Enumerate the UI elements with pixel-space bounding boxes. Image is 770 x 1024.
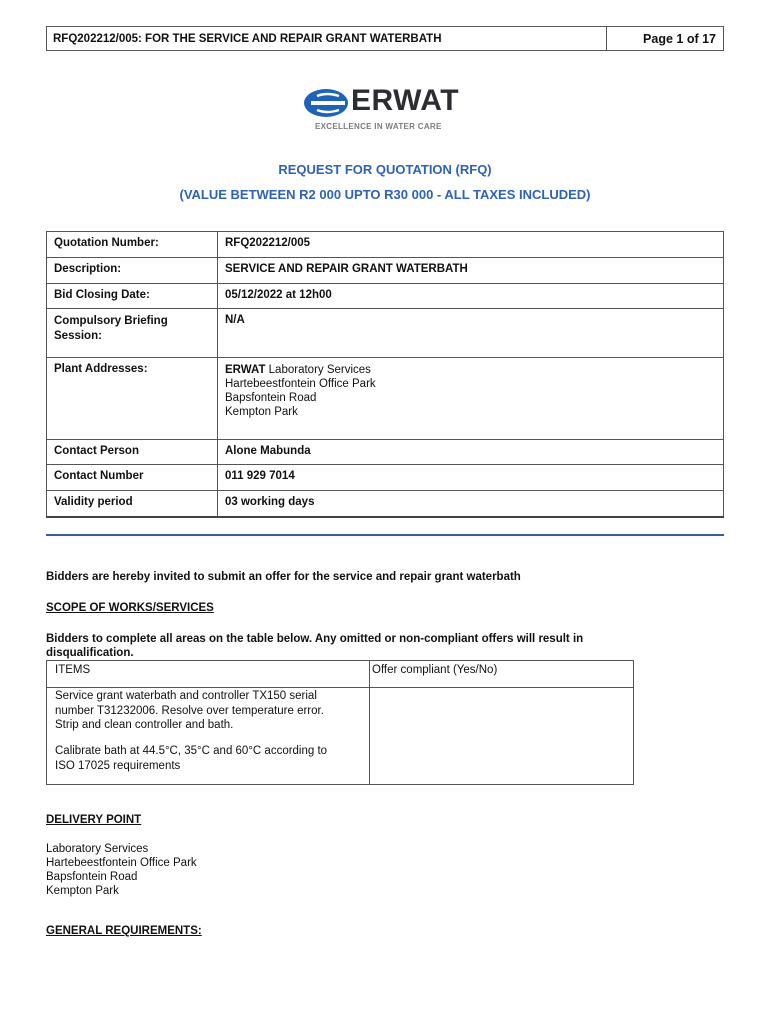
instruction-line2: disqualification.: [46, 647, 134, 659]
item2-line1: Calibrate bath at 44.5°C, 35°C and 60°C according to: [55, 745, 328, 757]
validity-label: Validity period: [47, 491, 218, 517]
items-table-header: [47, 661, 633, 688]
instruction-text: [46, 632, 583, 660]
contact-person-label: Contact Person: [47, 440, 218, 465]
validity-value: 03 working days: [218, 491, 724, 517]
plant-line1: Laboratory Services: [265, 364, 371, 376]
table-row: [47, 232, 724, 258]
item-calibrate-description: [55, 744, 365, 773]
logo-tagline: EXCELLENCE IN WATER CARE: [315, 122, 442, 131]
page-header: [46, 26, 724, 51]
general-requirements-heading: GENERAL REQUIREMENTS:: [46, 925, 202, 937]
delivery-line3: Bapsfontein Road: [46, 871, 138, 883]
quotation-number-value: RFQ202212/005: [218, 232, 724, 258]
erwat-logo-mark-icon: [303, 88, 349, 118]
briefing-value: N/A: [218, 309, 724, 358]
table-row: [47, 284, 724, 309]
contact-person-value: Alone Mabunda: [218, 440, 724, 465]
plant-line3: Bapsfontein Road: [225, 392, 317, 404]
plant-line4: Kempton Park: [225, 406, 298, 418]
briefing-label: [47, 309, 218, 358]
bid-closing-label: Bid Closing Date:: [47, 284, 218, 309]
quotation-number-label: Quotation Number:: [47, 232, 218, 258]
page-number: Page 1 of 17: [643, 32, 716, 46]
table-row: [47, 465, 724, 491]
erwat-logo: [303, 86, 473, 136]
document-title: REQUEST FOR QUOTATION (RFQ): [278, 162, 492, 177]
header-title: RFQ202212/005: FOR THE SERVICE AND REPAIR GRANT WATERBATH: [47, 27, 607, 50]
delivery-line2: Hartebeestfontein Office Park: [46, 857, 197, 869]
item-service-description: [55, 689, 365, 733]
item1-line2: number T31232006. Resolve over temperature error.: [55, 704, 324, 717]
scope-heading: SCOPE OF WORKS/SERVICES: [46, 602, 214, 614]
document-subtitle: (VALUE BETWEEN R2 000 UPTO R30 000 - ALL TAXES INCLUDED): [179, 187, 591, 202]
briefing-label-line2: Session:: [54, 330, 102, 342]
items-table: [46, 660, 634, 785]
table-row: [47, 309, 724, 358]
delivery-address: [46, 842, 197, 898]
delivery-line1: Laboratory Services: [46, 843, 149, 855]
logo-wordmark: ERWAT: [351, 84, 460, 117]
items-column-header: ITEMS: [55, 664, 91, 676]
description-value: SERVICE AND REPAIR GRANT WATERBATH: [218, 258, 724, 284]
plant-addresses-label: Plant Addresses:: [47, 358, 218, 440]
instruction-line1: Bidders to complete all areas on the table below. Any omitted or non-compliant offers will result in: [46, 633, 584, 645]
delivery-heading: DELIVERY POINT: [46, 814, 142, 826]
rfq-info-table: [46, 231, 724, 518]
item1-line3: Strip and clean controller and bath.: [55, 719, 234, 731]
plant-org: ERWAT: [225, 364, 266, 376]
table-row: [47, 491, 724, 517]
offer-compliant-column-header: Offer compliant (Yes/No): [372, 664, 498, 676]
plant-addresses-value: [218, 358, 724, 440]
description-label: Description:: [47, 258, 218, 284]
item1-line1: Service grant waterbath and controller TX150 serial: [55, 690, 317, 702]
table-row: [47, 358, 724, 440]
section-divider: [46, 534, 724, 536]
bid-closing-value: 05/12/2022 at 12h00: [218, 284, 724, 309]
item2-line2: ISO 17025 requirements: [55, 759, 181, 772]
table-row: [47, 258, 724, 284]
table-row: [47, 440, 724, 465]
briefing-label-line1: Compulsory Briefing: [54, 315, 168, 327]
contact-number-value: 011 929 7014: [218, 465, 724, 491]
invitation-text: Bidders are hereby invited to submit an offer for the service and repair grant waterbath: [46, 571, 521, 583]
delivery-line4: Kempton Park: [46, 885, 119, 897]
column-divider: [369, 661, 370, 784]
plant-line2: Hartebeestfontein Office Park: [225, 378, 376, 390]
contact-number-label: Contact Number: [47, 465, 218, 491]
